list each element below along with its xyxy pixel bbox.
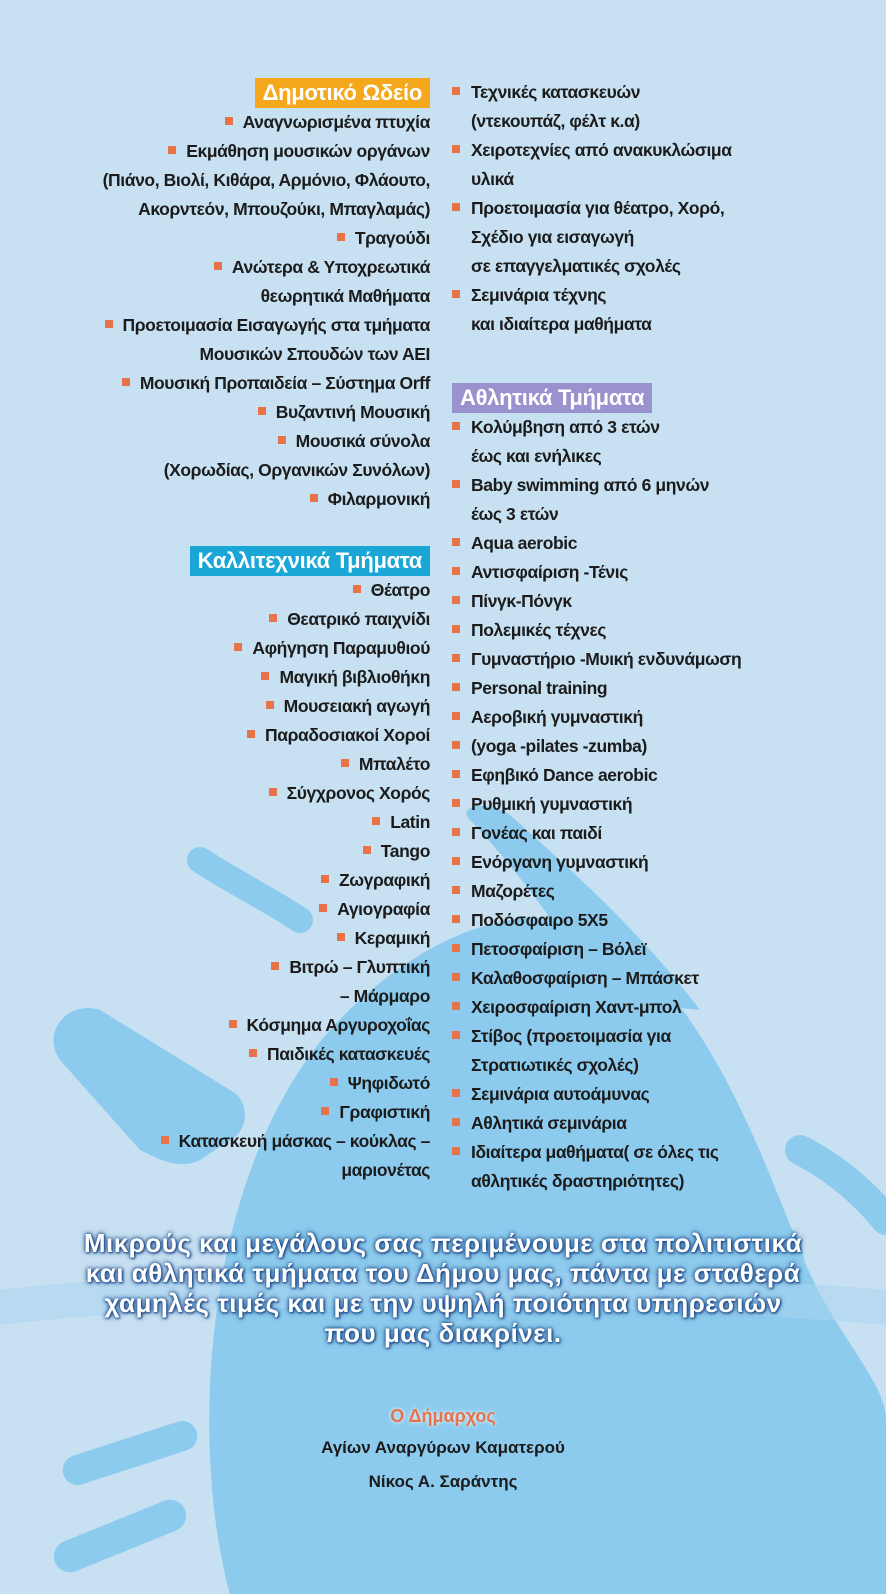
list-item	[40, 1011, 430, 1040]
heading-kallitexnika-tmimata: Καλλιτεχνικά Τμήματα	[190, 546, 430, 576]
list-item	[40, 108, 430, 137]
list-item-text: Τραγούδι	[354, 228, 430, 248]
bullet-icon	[452, 1147, 460, 1155]
bullet-icon	[310, 494, 318, 502]
list-item	[452, 993, 872, 1022]
mayor-name: Νίκος Α. Σαράντης	[368, 1472, 518, 1491]
closing-line: που μας διακρίνει.	[324, 1318, 562, 1348]
list-item	[452, 78, 872, 107]
closing-line: και αθλητικά τμήματα του Δήμου μας, πάντα με σταθερά	[85, 1258, 801, 1288]
list-item	[452, 616, 872, 645]
list-item-text: Latin	[390, 812, 430, 832]
heading-dimotiko-odeio: Δημοτικό Ωδείο	[255, 78, 430, 108]
list-item	[40, 195, 430, 224]
list-item	[452, 848, 872, 877]
bullet-icon	[261, 672, 269, 680]
bullet-icon	[330, 1078, 338, 1086]
list-item	[452, 1080, 872, 1109]
list-item-text: Στίβος (προετοιμασία για	[471, 1026, 671, 1046]
athlitika-list	[452, 413, 872, 1196]
list-item	[452, 194, 872, 223]
list-item	[452, 529, 872, 558]
list-item	[40, 137, 430, 166]
right-column	[452, 78, 872, 1196]
municipality-name: Αγίων Αναργύρων Καματερού	[321, 1438, 565, 1457]
list-item	[40, 895, 430, 924]
list-item-text: Ιδιαίτερα μαθήματα( σε όλες τις	[471, 1142, 719, 1162]
list-item	[40, 982, 430, 1011]
list-item	[40, 369, 430, 398]
bullet-icon	[337, 933, 345, 941]
texnes-list	[452, 78, 872, 339]
list-item	[40, 1040, 430, 1069]
list-item-text: Personal training	[471, 678, 608, 698]
closing-line: χαμηλές τιμές και με την υψηλή ποιότητα υπηρεσιών	[104, 1288, 782, 1318]
left-column	[40, 78, 430, 1185]
bullet-icon	[452, 1031, 460, 1039]
list-item-text: Μουσικά σύνολα	[295, 431, 430, 451]
list-item	[40, 953, 430, 982]
list-item	[452, 107, 872, 136]
closing-line: Μικρούς και μεγάλους σας περιμένουμε στα πολιτιστικά	[83, 1228, 803, 1258]
bullet-icon	[161, 1136, 169, 1144]
list-item-text: θεωρητικά Μαθήματα	[260, 286, 430, 306]
bullet-icon	[247, 730, 255, 738]
list-item-text: Βιτρώ – Γλυπτική	[289, 957, 430, 977]
list-item-text: Χειροσφαίριση Χαντ-μπολ	[471, 997, 682, 1017]
list-item	[40, 663, 430, 692]
list-item	[40, 779, 430, 808]
list-item-text: Ανώτερα & Υποχρεωτικά	[231, 257, 430, 277]
list-item-text: (ντεκουπάζ, φέλτ κ.α)	[471, 111, 640, 131]
list-item	[40, 224, 430, 253]
list-item-text: Μαζορέτες	[471, 881, 555, 901]
bullet-icon	[234, 643, 242, 651]
bullet-icon	[452, 683, 460, 691]
list-item-text: Κατασκευή μάσκας – κούκλας –	[178, 1131, 430, 1151]
bullet-icon	[452, 422, 460, 430]
list-item-text: Μαγική βιβλιοθήκη	[279, 667, 430, 687]
list-item	[40, 721, 430, 750]
list-item-text: Στρατιωτικές σχολές)	[471, 1055, 639, 1075]
list-item	[452, 1167, 872, 1196]
list-item	[452, 674, 872, 703]
list-item-text: Κεραμική	[354, 928, 430, 948]
list-item-text: Aqua aerobic	[471, 533, 578, 553]
list-item	[452, 790, 872, 819]
list-item	[452, 471, 872, 500]
list-item-text: και ιδιαίτερα μαθήματα	[471, 314, 652, 334]
bullet-icon	[452, 654, 460, 662]
list-item-text: Σεμινάρια τέχνης	[471, 285, 607, 305]
bullet-icon	[452, 567, 460, 575]
bullet-icon	[452, 145, 460, 153]
list-item	[452, 136, 872, 165]
list-item	[452, 442, 872, 471]
list-item	[452, 1109, 872, 1138]
list-item-text: Μπαλέτο	[358, 754, 430, 774]
bullet-icon	[319, 904, 327, 912]
list-item	[452, 877, 872, 906]
list-item	[40, 634, 430, 663]
bullet-icon	[452, 741, 460, 749]
list-item	[452, 703, 872, 732]
bullet-icon	[452, 915, 460, 923]
bullet-icon	[321, 875, 329, 883]
list-item-text: Πολεμικές τέχνες	[471, 620, 607, 640]
list-item-text: Θεατρικό παιχνίδι	[287, 609, 430, 629]
list-item-text: μαριονέτας	[341, 1160, 430, 1180]
list-item	[40, 866, 430, 895]
bullet-icon	[321, 1107, 329, 1115]
bullet-icon	[452, 886, 460, 894]
list-item-text: σε επαγγελματικές σχολές	[471, 256, 681, 276]
list-item-text: Ποδόσφαιρο 5Χ5	[471, 910, 608, 930]
list-item	[40, 808, 430, 837]
list-item-text: – Μάρμαρο	[339, 986, 430, 1006]
list-item	[40, 166, 430, 195]
list-item	[452, 500, 872, 529]
list-item	[40, 605, 430, 634]
list-item-text: έως 3 ετών	[471, 504, 559, 524]
bullet-icon	[258, 407, 266, 415]
list-item	[40, 485, 430, 514]
list-item-text: Κόσμημα Αργυροχοΐας	[246, 1015, 430, 1035]
bullet-icon	[452, 944, 460, 952]
bullet-icon	[269, 614, 277, 622]
list-item-text: Παραδοσιακοί Χοροί	[264, 725, 430, 745]
bullet-icon	[452, 625, 460, 633]
list-item-text: (yoga -pilates -zumba)	[471, 736, 647, 756]
list-item-text: Ενόργανη γυμναστική	[471, 852, 649, 872]
list-item	[40, 340, 430, 369]
list-item	[452, 935, 872, 964]
list-item	[452, 252, 872, 281]
list-item-text: Ψηφιδωτό	[347, 1073, 430, 1093]
list-item-text: Σεμινάρια αυτοάμυνας	[471, 1084, 650, 1104]
list-item-text: Φιλαρμονική	[327, 489, 430, 509]
list-item	[40, 750, 430, 779]
bullet-icon	[452, 87, 460, 95]
bullet-icon	[452, 857, 460, 865]
bullet-icon	[353, 585, 361, 593]
list-item	[452, 819, 872, 848]
bullet-icon	[341, 759, 349, 767]
heading-athlitika-tmimata: Αθλητικά Τμήματα	[452, 383, 652, 413]
list-item-text: Γυμναστήριο -Μυική ενδυνάμωση	[471, 649, 742, 669]
list-item	[452, 587, 872, 616]
list-item	[452, 558, 872, 587]
bullet-icon	[372, 817, 380, 825]
list-item-text: (Πιάνο, Βιολί, Κιθάρα, Αρμόνιο, Φλάουτο,	[102, 170, 430, 190]
bullet-icon	[452, 712, 460, 720]
mayor-title: Ο Δήμαρχος	[390, 1406, 496, 1426]
list-item-text: Σύγχρονος Χορός	[286, 783, 430, 803]
list-item-text: Βυζαντινή Μουσική	[275, 402, 430, 422]
list-item-text: Γονέας και παιδί	[471, 823, 602, 843]
list-item-text: Εφηβικό Dance aerobic	[471, 765, 658, 785]
list-item-text: Μουσικών Σπουδών των ΑΕΙ	[199, 344, 430, 364]
closing-message	[30, 1228, 856, 1348]
bullet-icon	[452, 480, 460, 488]
list-item	[452, 1051, 872, 1080]
list-item-text: υλικά	[471, 169, 514, 189]
list-item-text: Εκμάθηση μουσικών οργάνων	[186, 141, 430, 161]
list-item-text: Πίνγκ-Πόνγκ	[471, 591, 572, 611]
list-item	[40, 1098, 430, 1127]
bullet-icon	[452, 1002, 460, 1010]
bullet-icon	[266, 701, 274, 709]
list-item-text: Μουσική Προπαιδεία – Σύστημα Orff	[139, 373, 430, 393]
list-item-text: Ζωγραφική	[338, 870, 430, 890]
list-item	[40, 1069, 430, 1098]
list-item	[452, 761, 872, 790]
bullet-icon	[363, 846, 371, 854]
list-item	[40, 456, 430, 485]
list-item-text: Κολύμβηση από 3 ετών	[471, 417, 660, 437]
bullet-icon	[452, 290, 460, 298]
list-item	[452, 732, 872, 761]
list-item-text: αθλητικές δραστηριότητες)	[471, 1171, 685, 1191]
list-item	[40, 924, 430, 953]
list-item-text: Τεχνικές κατασκευών	[471, 82, 641, 102]
list-item-text: Θέατρο	[370, 580, 430, 600]
list-item	[452, 413, 872, 442]
list-item	[40, 1156, 430, 1185]
list-item	[40, 311, 430, 340]
list-item	[452, 1138, 872, 1167]
list-item	[40, 837, 430, 866]
list-item	[40, 398, 430, 427]
bullet-icon	[105, 320, 113, 328]
bullet-icon	[452, 1089, 460, 1097]
bullet-icon	[249, 1049, 257, 1057]
list-item-text: Μουσειακή αγωγή	[283, 696, 430, 716]
list-item	[452, 310, 872, 339]
list-item	[452, 281, 872, 310]
list-item	[452, 964, 872, 993]
list-item	[40, 282, 430, 311]
kallitexnika-list	[40, 576, 430, 1185]
list-item-text: Πετοσφαίριση – Βόλεϊ	[471, 939, 647, 959]
list-item	[40, 692, 430, 721]
list-item-text: Αθλητικά σεμινάρια	[471, 1113, 627, 1133]
list-item-text: Παιδικές κατασκευές	[267, 1044, 430, 1064]
bullet-icon	[452, 203, 460, 211]
list-item-text: Αντισφαίριση -Τένις	[471, 562, 628, 582]
bullet-icon	[168, 146, 176, 154]
odeio-list	[40, 108, 430, 514]
list-item	[40, 1127, 430, 1156]
list-item-text: Σχέδιο για εισαγωγή	[471, 227, 634, 247]
bullet-icon	[452, 538, 460, 546]
bullet-icon	[452, 596, 460, 604]
list-item-text: Αεροβική γυμναστική	[471, 707, 643, 727]
list-item-text: Χειροτεχνίες από ανακυκλώσιμα	[471, 140, 732, 160]
bullet-icon	[337, 233, 345, 241]
bullet-icon	[271, 962, 279, 970]
bullet-icon	[229, 1020, 237, 1028]
bullet-icon	[214, 262, 222, 270]
list-item	[452, 645, 872, 674]
list-item	[40, 253, 430, 282]
bullet-icon	[225, 117, 233, 125]
list-item-text: Ακορντεόν, Μπουζούκι, Μπαγλαμάς)	[138, 199, 430, 219]
list-item-text: Γραφιστική	[339, 1102, 430, 1122]
list-item-text: έως και ενήλικες	[471, 446, 602, 466]
list-item	[40, 576, 430, 605]
list-item-text: Προετοιμασία για θέατρο, Χορό,	[471, 198, 725, 218]
list-item-text: Αγιογραφία	[337, 899, 430, 919]
bullet-icon	[122, 378, 130, 386]
bullet-icon	[452, 973, 460, 981]
bullet-icon	[452, 828, 460, 836]
list-item-text: Baby swimming από 6 μηνών	[471, 475, 710, 495]
bullet-icon	[452, 1118, 460, 1126]
list-item	[40, 427, 430, 456]
list-item-text: Προετοιμασία Εισαγωγής στα τμήματα	[122, 315, 430, 335]
list-item	[452, 165, 872, 194]
bullet-icon	[278, 436, 286, 444]
list-item-text: Καλαθοσφαίριση – Μπάσκετ	[471, 968, 699, 988]
list-item-text: Αναγνωρισμένα πτυχία	[242, 112, 430, 132]
list-item	[452, 223, 872, 252]
bullet-icon	[452, 799, 460, 807]
list-item-text: Tango	[380, 841, 430, 861]
list-item	[452, 906, 872, 935]
list-item	[452, 1022, 872, 1051]
list-item-text: Αφήγηση Παραμυθιού	[252, 638, 430, 658]
bullet-icon	[452, 770, 460, 778]
list-item-text: Ρυθμική γυμναστική	[471, 794, 633, 814]
bullet-icon	[269, 788, 277, 796]
list-item-text: (Χορωδίας, Οργανικών Συνόλων)	[163, 460, 430, 480]
